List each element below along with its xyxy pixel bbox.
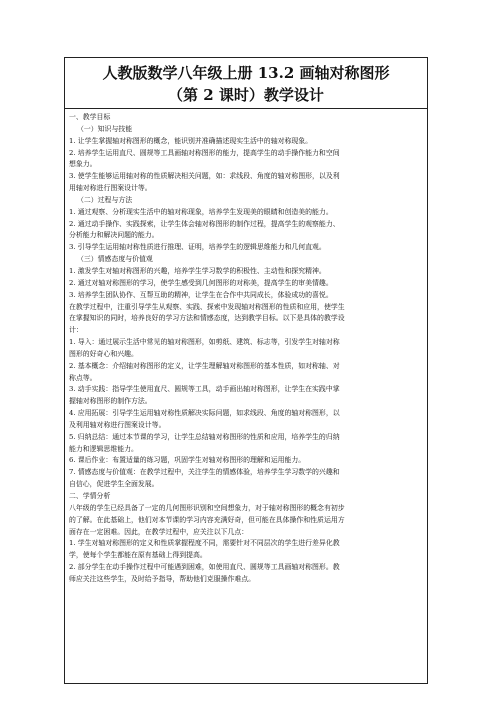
text-line: 2. 通过动手操作、实践探索，让学生体会轴对称图形的制作过程，提高学生的观察能力、: [69, 219, 340, 228]
text-line: （二）过程与方法: [77, 195, 133, 204]
text-line: 4. 应用拓展：引导学生运用轴对称性质解决实际问题，如求线段、角度的轴对称图形，以: [69, 409, 340, 418]
text-line: 称点等。: [69, 373, 97, 382]
text-line: 2. 培养学生运用直尺、圆规等工具画轴对称图形的能力，提高学生的动手操作能力和空间: [69, 148, 340, 157]
text-line: 及利用轴对称进行图案设计等。: [69, 420, 166, 429]
text-line: 计：: [69, 326, 83, 335]
text-line: 2. 基本概念：介绍轴对称图形的定义，让学生理解轴对称图形的基本性质，如对称轴、对: [69, 361, 340, 370]
text-line: 3. 培养学生团队协作、互帮互助的精神，让学生在合作中共同成长，体验成功的喜悦。: [69, 290, 333, 299]
text-line: 自信心，促进学生全面发展。: [69, 480, 159, 489]
document-title-line-2: （第 2 课时）教学设计: [168, 86, 324, 104]
text-line: 6. 课后作业：布置适量的练习题，巩固学生对轴对称图形的理解和运用能力。: [69, 456, 306, 465]
text-line: 的了解。在此基础上，他们对本节课的学习内容充满好奇，但可能在具体操作和性质运用方: [69, 515, 345, 524]
text-line: 学，使每个学生都能在原有基础上得到提高。: [69, 551, 207, 560]
text-line: 2. 通过对轴对称图形的学习，使学生感受到几何图形的对称美，提高学生的审美情趣。: [69, 278, 333, 287]
text-line: 1. 导入：通过展示生活中常见的轴对称图形，如剪纸、建筑、标志等，引发学生对轴对称: [69, 338, 340, 347]
text-line: （一）知识与技能: [77, 124, 133, 133]
text-line: 1. 学生对轴对称图形的定义和性质掌握程度不同，需要针对不同层次的学生进行差异化教: [69, 539, 340, 548]
text-line: 分析能力和解决问题的能力。: [69, 231, 159, 240]
document-title-line-1: 人教版数学八年级上册 13.2 画轴对称图形: [102, 64, 390, 82]
text-line: 3. 使学生能够运用轴对称的性质解决相关问题，如：求线段、角度的轴对称图形，以及利: [69, 172, 340, 181]
text-line: 2. 部分学生在动手操作过程中可能遇到困难，如使用直尺、圆规等工具画轴对称图形。教: [69, 563, 340, 572]
text-line: 二、学情分析: [69, 492, 111, 500]
text-line: 5. 归纳总结：通过本节课的学习，让学生总结轴对称图形的性质和应用，培养学生的归纳: [69, 432, 340, 441]
text-line: 一、教学目标: [69, 113, 111, 121]
text-line: 图形的好奇心和兴趣。: [69, 349, 138, 358]
text-line: 能力和逻辑思维能力。: [69, 444, 138, 453]
text-line: 八年级的学生已经具备了一定的几何图形识别和空间想象力，对于轴对称图形的概念有初步: [69, 503, 345, 512]
text-line: 用轴对称进行图案设计等。: [69, 184, 152, 193]
text-line: 师应关注这些学生，及时给予指导，帮助他们克服操作难点。: [69, 574, 256, 583]
text-line: 想象力。: [69, 160, 97, 169]
body-cell: [65, 109, 427, 586]
text-line: 1. 激发学生对轴对称图形的兴趣，培养学生学习数学的积极性、主动性和探究精神。: [69, 266, 326, 275]
text-line: 7. 情感态度与价值观：在教学过程中，关注学生的情感体验，培养学生学习数学的兴趣和: [69, 468, 340, 477]
text-line: 1. 让学生掌握轴对称图形的概念，能识别并准确描述现实生活中的轴对称现象。: [69, 136, 313, 145]
text-line: 3. 动手实践：指导学生使用直尺、圆规等工具，动手画出轴对称图形，让学生在实践中掌: [69, 385, 340, 394]
text-line: 在掌握知识的同时，培养良好的学习方法和情感态度，达到教学目标。以下是具体的教学设: [69, 314, 345, 323]
text-line: 握轴对称图形的制作方法。: [69, 397, 152, 406]
text-line: 3. 引导学生运用轴对称性质进行推理、证明，培养学生的逻辑思维能力和几何直观。: [69, 243, 326, 252]
text-line: 1. 通过观察、分析现实生活中的轴对称现象，培养学生发现美的眼睛和创造美的能力。: [69, 207, 333, 216]
document-table: [64, 57, 428, 684]
text-line: 在教学过程中，注重引导学生从观察、实践、探索中发现轴对称图形的性质和应用，使学生: [69, 302, 345, 311]
title-cell: [65, 58, 427, 109]
text-line: 面存在一定困难。因此，在教学过程中，应关注以下几点：: [69, 527, 249, 536]
text-line: （三）情感态度与价值观: [77, 255, 153, 264]
